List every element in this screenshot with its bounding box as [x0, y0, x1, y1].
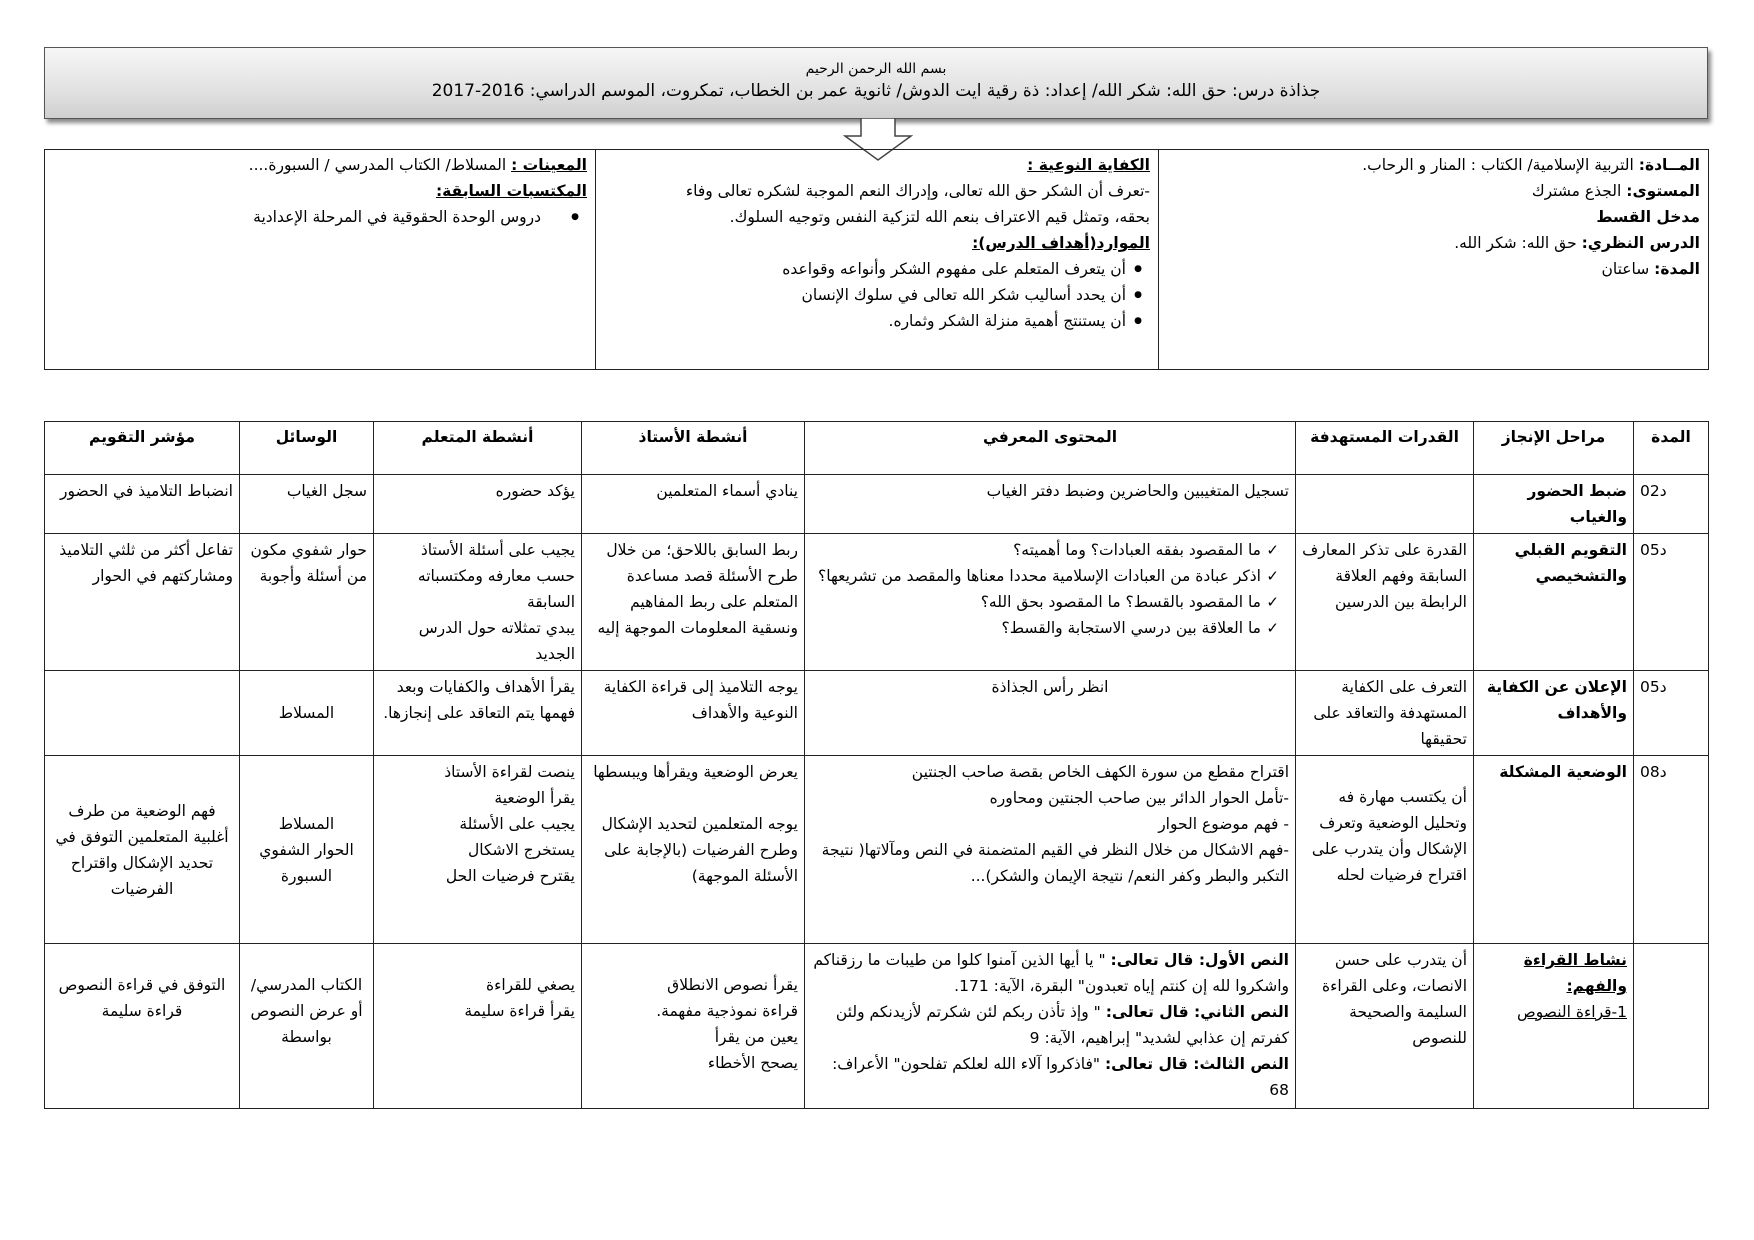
teacher-activity: يعين من يقرأ	[714, 1028, 798, 1046]
learner-activity: يستخرج الاشكال	[468, 841, 575, 859]
learner-activity: يجيب على الأسئلة	[459, 815, 575, 833]
cell-teacher: ربط السابق باللاحق؛ من خلال طرح الأسئلة قصد مساعدة المتعلم على ربط المفاهيم ونسقية المعلومات الموجهة إليه	[582, 534, 805, 671]
header-abilities: القدرات المستهدفة	[1296, 422, 1474, 475]
level-value: الجذع مشترك	[1531, 182, 1627, 200]
learner-activity: يقترح فرضيات الحل	[445, 867, 575, 885]
table-row	[45, 944, 1709, 1109]
stage-subtitle: 1-قراءة النصوص	[1517, 1003, 1627, 1021]
text2-label: النص الثاني: قال تعالى:	[1105, 1003, 1289, 1021]
cell-duration	[1634, 944, 1709, 1109]
goal-item: ● أن يستنتج أهمية منزلة الشكر وثماره.	[604, 308, 1150, 334]
table-header-row	[45, 422, 1709, 475]
cell-duration: 05د	[1634, 534, 1709, 671]
table-row	[45, 475, 1709, 534]
table-row	[45, 534, 1709, 671]
header-banner	[44, 47, 1708, 119]
question-item: ✓ ما المقصود بالقسط؟ ما المقصود بحق الله؟	[811, 589, 1289, 615]
prior-label: المكتسبات السابقة:	[435, 182, 587, 200]
subject-value: التربية الإسلامية/ الكتاب : المنار و الرحاب.	[1362, 156, 1639, 174]
resources-label: الموارد(أهداف الدرس):	[972, 234, 1150, 252]
cell-indicator: تفاعل أكثر من ثلثي التلاميذ ومشاركتهم في الحوار	[45, 534, 240, 671]
cell-content: تسجيل المتغيبين والحاضرين وضبط دفتر الغياب	[805, 475, 1296, 534]
question-item: ✓ ما العلاقة بين درسي الاستجابة والقسط؟	[811, 615, 1289, 641]
cell-stage	[1474, 944, 1634, 1109]
cell-abilities: التعرف على الكفاية المستهدفة والتعاقد على تحقيقها	[1296, 671, 1474, 756]
cell-duration: 05د	[1634, 671, 1709, 756]
lesson-subtitle: جذاذة درس: حق الله: شكر الله/ إعداد: ذة رقية ايت الدوش/ ثانوية عمر بن الخطاب، تمكروت، الموسم الدراسي: 2016-2017	[431, 81, 1321, 101]
cell-means: المسلاط	[240, 671, 374, 756]
header-content: المحتوى المعرفي	[805, 422, 1296, 475]
duration-value: ساعتان	[1601, 260, 1655, 278]
means-item: السبورة	[280, 866, 333, 885]
competency-label: الكفاية النوعية :	[1027, 156, 1150, 174]
duration-label: المدة:	[1654, 260, 1700, 278]
cell-stage: الوضعية المشكلة	[1474, 756, 1634, 944]
cell-content	[805, 756, 1296, 944]
cell-content	[805, 944, 1296, 1109]
header-teacher: أنشطة الأستاذ	[582, 422, 805, 475]
cell-indicator: انضباط التلاميذ في الحضور	[45, 475, 240, 534]
cell-abilities: القدرة على تذكر المعارف السابقة وفهم العلاقة الرابطة بين الدرسين	[1296, 534, 1474, 671]
question-item: ✓ اذكر عبادة من العبادات الإسلامية محددا معناها والمقصد من تشريعها؟	[811, 563, 1289, 589]
cell-teacher: يوجه التلاميذ إلى قراءة الكفاية النوعية والأهداف	[582, 671, 805, 756]
competency-text: -تعرف أن الشكر حق الله تعالى، وإدراك النعم الموجبة لشكره تعالى وفاء بحقه، وتمثل قيم الاعتراف بنعم الله لتزكية النفس وتوجيه السلوك.	[685, 182, 1150, 226]
teacher-activity: يعرض الوضعية ويقرأها ويبسطها	[593, 763, 798, 781]
lesson-value: حق الله: شكر الله.	[1454, 234, 1582, 252]
cell-abilities: أن يتدرب على حسن الانصات، وعلى القراءة السليمة والصحيحة للنصوص	[1296, 944, 1474, 1109]
cell-abilities: أن يكتسب مهارة فه وتحليل الوضعية وتعرف الإشكال وأن يتدرب على اقتراح فرضيات لحله	[1296, 756, 1474, 944]
goal-item: ● أن يتعرف المتعلم على مفهوم الشكر وأنواعه وقواعده	[604, 256, 1150, 282]
cell-stage: ضبط الحضور والغياب	[1474, 475, 1634, 534]
learner-activity: يجيب على أسئلة الأستاذ حسب معارفه ومكتسباته السابقة	[417, 541, 575, 611]
cell-teacher	[582, 756, 805, 944]
goal-item: ● أن يحدد أساليب شكر الله تعالى في سلوك الإنسان	[604, 282, 1150, 308]
teacher-activity: قراءة نموذجية مفهمة.	[656, 1002, 798, 1020]
question-item: ✓ ما المقصود بفقه العبادات؟ وما أهميته؟	[811, 537, 1289, 563]
cell-indicator: التوفق في قراءة النصوص قراءة سليمة	[45, 944, 240, 1109]
learner-activity: ينصت لقراءة الأستاذ	[444, 763, 575, 781]
cell-learner	[374, 534, 582, 671]
learner-activity: يصغي للقراءة	[485, 976, 575, 994]
basmala: بسم الله الرحمن الرحيم	[805, 61, 947, 77]
content-line: اقتراح مقطع من سورة الكهف الخاص بقصة صاحب الجنتين	[911, 763, 1289, 781]
level-label: المستوى:	[1626, 182, 1700, 200]
info-general	[1159, 150, 1709, 370]
header-learner: أنشطة المتعلم	[374, 422, 582, 475]
table-row	[45, 756, 1709, 944]
cell-teacher: ينادي أسماء المتعلمين	[582, 475, 805, 534]
info-aids	[45, 150, 596, 370]
subject-label: المــادة:	[1638, 156, 1700, 174]
cell-stage: الإعلان عن الكفاية والأهداف	[1474, 671, 1634, 756]
text2-body: " وإذ تأذن ربكم لئن شكرتم لأزيدنكم ولئن كفرتم إن عذابي لشديد" إبراهيم، الآية: 9	[835, 1003, 1289, 1047]
cell-indicator	[45, 671, 240, 756]
cell-means	[240, 756, 374, 944]
table-row	[45, 671, 1709, 756]
cell-means: الكتاب المدرسي/ أو عرض النصوص بواسطة	[240, 944, 374, 1109]
text3-body: "فاذكروا آلاء الله لعلكم تفلحون" الأعراف: 68	[832, 1055, 1289, 1099]
lesson-plan-table	[44, 421, 1709, 1109]
aids-value: المسلاط/ الكتاب المدرسي / السبورة....	[248, 156, 512, 174]
header-stages: مراحل الإنجاز	[1474, 422, 1634, 475]
content-line: -فهم الاشكال من خلال النظر في القيم المتضمنة في النص ومآلاتها( نتيجة التكبر والبطر وكفر النعم/ نتيجة الإيمان والشكر)...	[821, 841, 1289, 885]
cell-means: حوار شفوي مكون من أسئلة وأجوبة	[240, 534, 374, 671]
cell-teacher	[582, 944, 805, 1109]
cell-duration: 08د	[1634, 756, 1709, 944]
stage-title: نشاط القراءة والفهم:	[1523, 951, 1627, 995]
text3-label: النص الثالث: قال تعالى:	[1104, 1055, 1289, 1073]
teacher-activity: يصحح الأخطاء	[707, 1054, 798, 1072]
cell-content: انظر رأس الجذاذة	[805, 671, 1296, 756]
header-indicator: مؤشر التقويم	[45, 422, 240, 475]
cell-stage: التقويم القبلي والتشخيصي	[1474, 534, 1634, 671]
lesson-info-table	[44, 149, 1709, 370]
lesson-label: الدرس النظري:	[1581, 234, 1700, 252]
cell-indicator: فهم الوضعية من طرف أغلبية المتعلمين التوفق في تحديد الإشكال واقتراح الفرضيات	[45, 756, 240, 944]
cell-content	[805, 534, 1296, 671]
content-line: -تأمل الحوار الدائر بين صاحب الجنتين ومحاوره	[989, 789, 1289, 807]
means-item: الحوار الشفوي	[259, 840, 354, 859]
teacher-activity: يقرأ نصوص الانطلاق	[667, 976, 798, 994]
means-item: المسلاط	[278, 814, 335, 833]
text1-label: النص الأول: قال تعالى:	[1110, 951, 1289, 969]
prior-item: ● دروس الوحدة الحقوقية في المرحلة الإعدادية	[53, 204, 587, 230]
cell-duration: 02د	[1634, 475, 1709, 534]
aids-label: المعينات :	[511, 156, 587, 174]
entry-label: مدخل القسط	[1596, 208, 1700, 226]
text1-body: " يا أيها الذين آمنوا كلوا من طيبات ما رزقناكم واشكروا لله إن كنتم إياه تعبدون" البقرة، الآية: 171.	[813, 951, 1289, 995]
learner-activity: يقرأ الوضعية	[494, 789, 575, 807]
teacher-activity: يوجه المتعلمين لتحديد الإشكال وطرح الفرضيات (بالإجابة على الأسئلة الموجهة)	[601, 815, 798, 885]
cell-learner: يقرأ الأهداف والكفايات وبعد فهمها يتم التعاقد على إنجازها.	[374, 671, 582, 756]
header-duration: المدة	[1634, 422, 1709, 475]
cell-learner	[374, 944, 582, 1109]
learner-activity: يبدي تمثلاته حول الدرس الجديد	[418, 619, 575, 663]
learner-activity: يقرأ قراءة سليمة	[464, 1002, 575, 1020]
cell-abilities	[1296, 475, 1474, 534]
info-competency	[596, 150, 1159, 370]
content-line: - فهم موضوع الحوار	[1158, 815, 1289, 833]
cell-means: سجل الغياب	[240, 475, 374, 534]
cell-learner: يؤكد حضوره	[374, 475, 582, 534]
cell-learner	[374, 756, 582, 944]
header-means: الوسائل	[240, 422, 374, 475]
